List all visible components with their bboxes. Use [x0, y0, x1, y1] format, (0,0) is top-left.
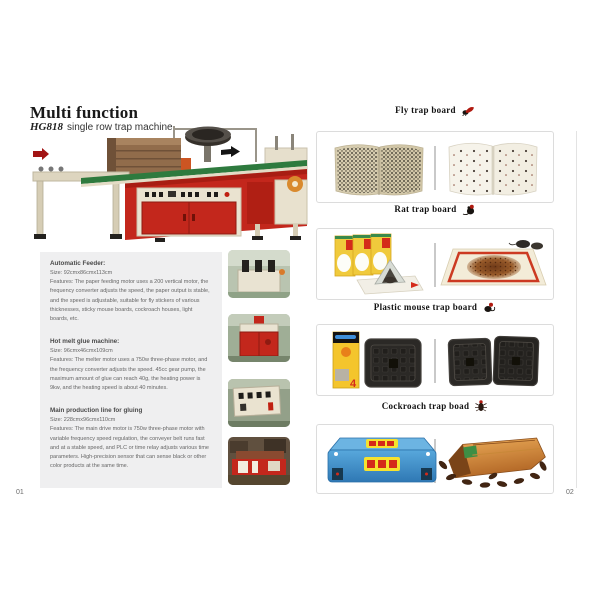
- spec-block-automatic-feeder: [50, 259, 212, 324]
- product-subtitle: single row trap machine: [67, 122, 173, 133]
- cockroach-house-blue-image: [322, 434, 442, 486]
- mouse-trap-box: [316, 324, 554, 396]
- spec-panel: [40, 252, 222, 488]
- product-heading-label: Cockroach trap boad: [381, 400, 470, 411]
- spec-block-hot-melt-glue: [50, 337, 212, 393]
- rat-glue-trap-packages-image: [327, 232, 427, 296]
- production-line-photo: [228, 437, 290, 485]
- cockroach-trap-box: [316, 424, 554, 494]
- outfeed-arrow-icon: [221, 146, 240, 157]
- spec-features: Features: The melter motor uses a 750w three-phase motor, and the frequency converter adjusts the speed. 45cc gear pump, the maximum amount of glue can reach 40g, the heating power is 9kw, and the heating speed is about 40 minutes.: [50, 357, 208, 392]
- rat-glue-board-image: [439, 237, 549, 293]
- spec-block-production-line: [50, 406, 212, 471]
- box-divider: [434, 146, 436, 190]
- pack-count-label: 4: [350, 378, 357, 390]
- infeed-arrow-icon: [33, 148, 49, 160]
- page-edge-line: [576, 131, 577, 488]
- fly-paper-fresh-image: [445, 138, 541, 198]
- product-heading-mouse: [316, 300, 554, 313]
- fly-trap-box: [316, 131, 554, 203]
- spec-heading: Main production line for gluing: [50, 407, 143, 415]
- rat-trap-box: [316, 228, 554, 300]
- box-divider: [434, 339, 436, 383]
- glue-machine-photo: [228, 314, 290, 362]
- spec-features: Features: The paper feeding motor uses a 200 vertical motor, the frequency converter adjusts the speed, the paper output is stable, and the speed is adjustable, suitable for fly stickers of various thicknesses, sticky mouse boards, cockroach houses, light boards, etc.: [50, 279, 210, 323]
- box-divider: [434, 243, 436, 287]
- feeder-detail-photo: [228, 250, 290, 298]
- product-title: Multi function: [30, 103, 139, 122]
- fly-paper-used-image: [331, 140, 427, 198]
- cockroach-house-orange-image: [435, 430, 555, 490]
- spec-size: Size: 228cmx96cmx110cm: [50, 417, 116, 424]
- mouse-trap-package-image: [327, 329, 427, 393]
- product-heading-rat: [316, 202, 554, 215]
- spec-features: Features: The main drive motor is 750w three-phase motor with variable frequency speed regulation, the conveyer belt runs fast and at a stable speed, and PLC or time relay adjusts various time parameters. High-precision sensor that can sense black or other color products at the same time.: [50, 426, 209, 470]
- left-page-number: 01: [16, 489, 24, 496]
- mouse-trap-trays-image: [444, 331, 544, 391]
- product-heading-cockroach: [316, 399, 554, 412]
- rat-icon: [462, 203, 476, 215]
- product-heading-fly: [316, 103, 554, 116]
- spec-heading: Automatic Feeder:: [50, 260, 106, 267]
- spec-heading: Hot melt glue machine:: [50, 338, 120, 346]
- fly-icon: [461, 104, 475, 116]
- spec-size: Size: 92cmx86cmx113cm: [50, 270, 113, 276]
- mouse-icon: [482, 301, 496, 313]
- cockroach-icon: [474, 399, 488, 412]
- product-heading-label: Rat trap board: [394, 203, 457, 214]
- control-panel-photo: [228, 379, 290, 427]
- model-number: HG818: [30, 121, 63, 133]
- product-heading-label: Plastic mouse trap board: [373, 301, 478, 312]
- trap-machine-illustration: [25, 122, 315, 250]
- right-page-number: 02: [566, 489, 574, 496]
- product-heading-label: Fly trap board: [395, 104, 456, 115]
- spec-size: Size: 96cmx46cmx109cm: [50, 348, 113, 355]
